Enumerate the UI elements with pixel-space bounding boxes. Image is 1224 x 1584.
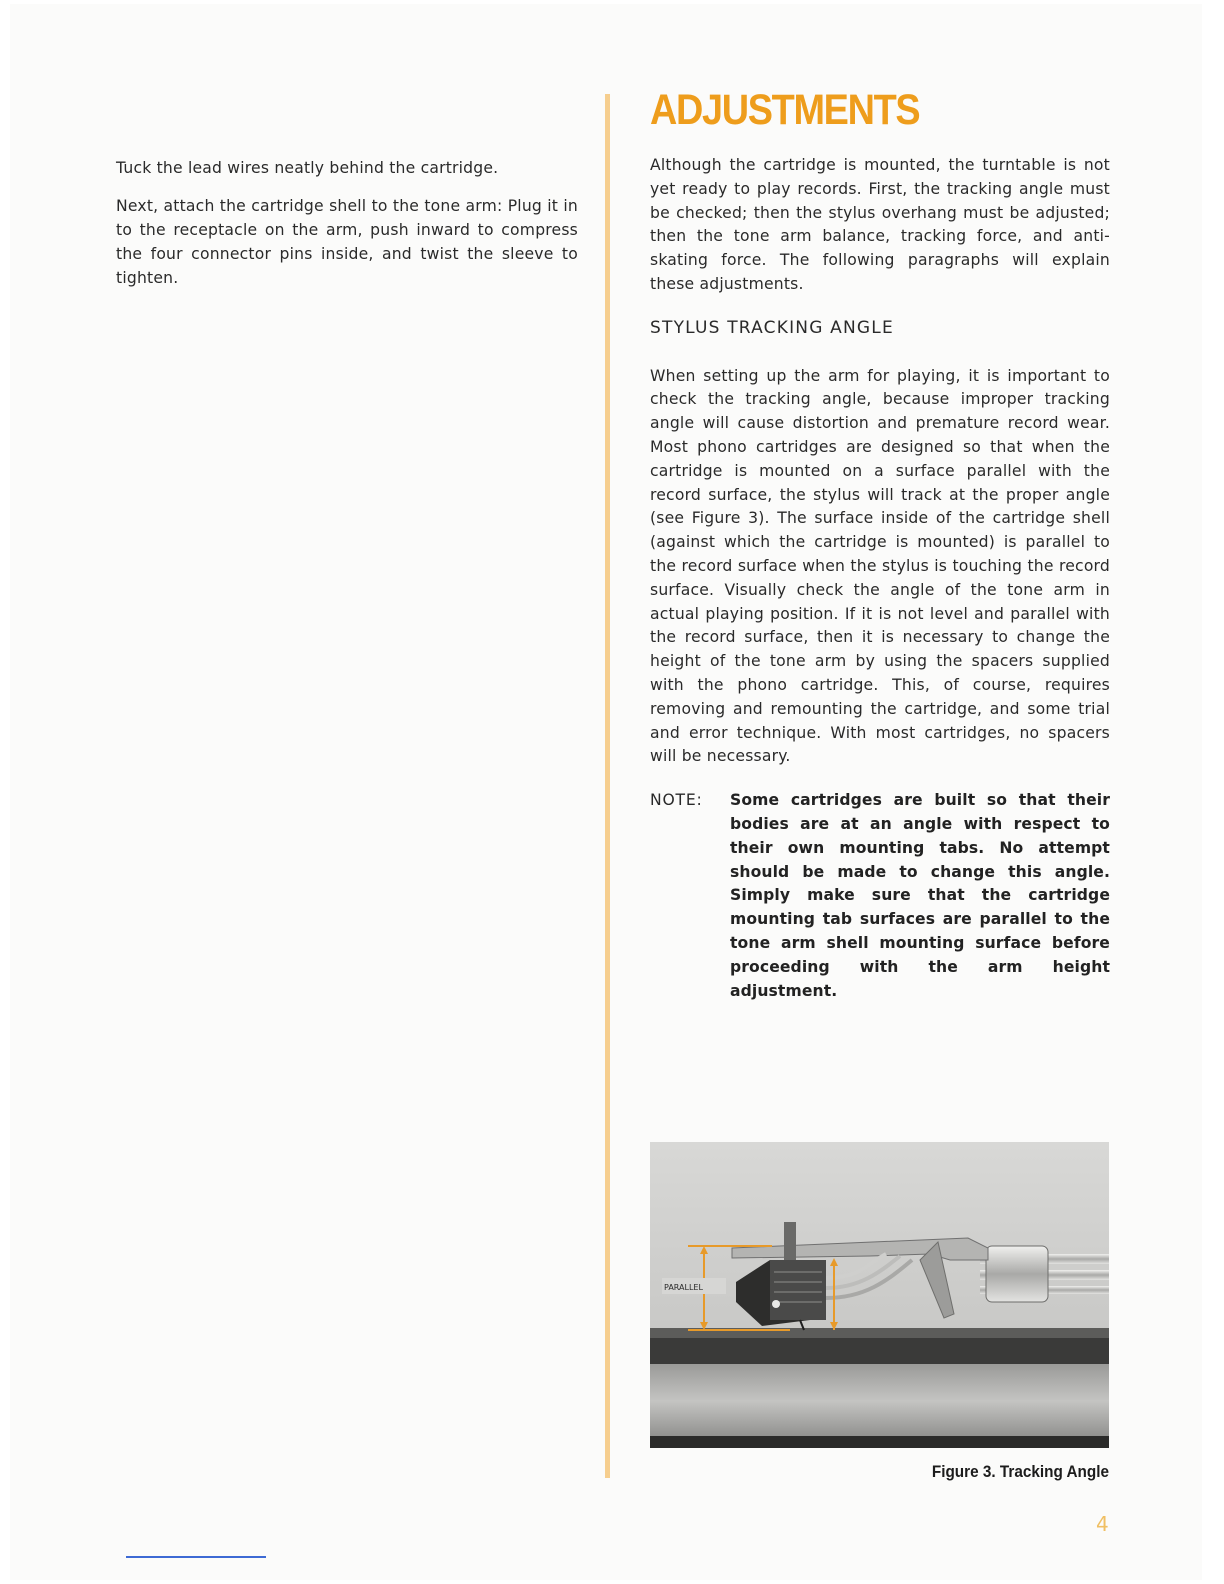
body-paragraph: When setting up the arm for playing, it is important to check the tracking angle, because improper tracking angle will cause distortion and premature record wear. Most phono cartridges are designed so that when the cartridge is mounted on a surface parallel with the record surface, the stylus will track at the proper angle (see Figure 3). The surface inside of the cartridge shell (against which the cartridge is mounted) is parallel to the record surface when the stylus is touching the record surface. Visually check the angle of the tone arm in actual playing position. If it is not level and parallel with the record surface, then it is necessary to change the height of the tone arm by using the spacers supplied with the phono cartridge. This, of course, requires removing and remounting the cartridge, and some trial and error technique. With most cartridges, no spacers will be necessary.: [650, 366, 1110, 766]
parallel-label: PARALLEL: [664, 1283, 703, 1292]
intro-paragraph: Although the cartridge is mounted, the turntable is not yet ready to play records. First, the tracking angle must be checked; then the stylus overhang must be adjusted; then the tone arm balance, tracking force, and anti-skating force. The following paragraphs will explain these adjustments.: [650, 156, 1110, 293]
figure-caption: Figure 3. Tracking Angle: [931, 1462, 1109, 1481]
tone-arm-photo: [650, 1142, 1109, 1448]
figure-photo: [650, 1142, 1109, 1448]
note-label: NOTE:: [650, 791, 703, 810]
left-column: [116, 156, 578, 304]
page-number: 4: [1096, 1512, 1109, 1536]
subheading: STYLUS TRACKING ANGLE: [650, 317, 894, 338]
section-heading: ADJUSTMENTS: [650, 86, 920, 134]
paragraph-lead-wires: Tuck the lead wires neatly behind the cartridge.: [116, 159, 499, 177]
right-column: [650, 84, 1110, 1003]
column-divider: [605, 94, 610, 1478]
blue-rule: [126, 1556, 266, 1558]
note-block: [650, 789, 1110, 1003]
note-text: Some cartridges are built so that their bodies are at an angle with respect to their own mounting tabs. No attempt should be made to change this angle. Simply make sure that the cartridge mounting tab surfaces are parallel to the tone arm shell mounting surface before proceeding with the arm height adjustment.: [730, 791, 1110, 1000]
paragraph-attach-shell: Next, attach the cartridge shell to the tone arm: Plug it in to the receptacle on the arm, push inward to compress the four connector pins inside, and twist the sleeve to tighten.: [116, 197, 578, 287]
